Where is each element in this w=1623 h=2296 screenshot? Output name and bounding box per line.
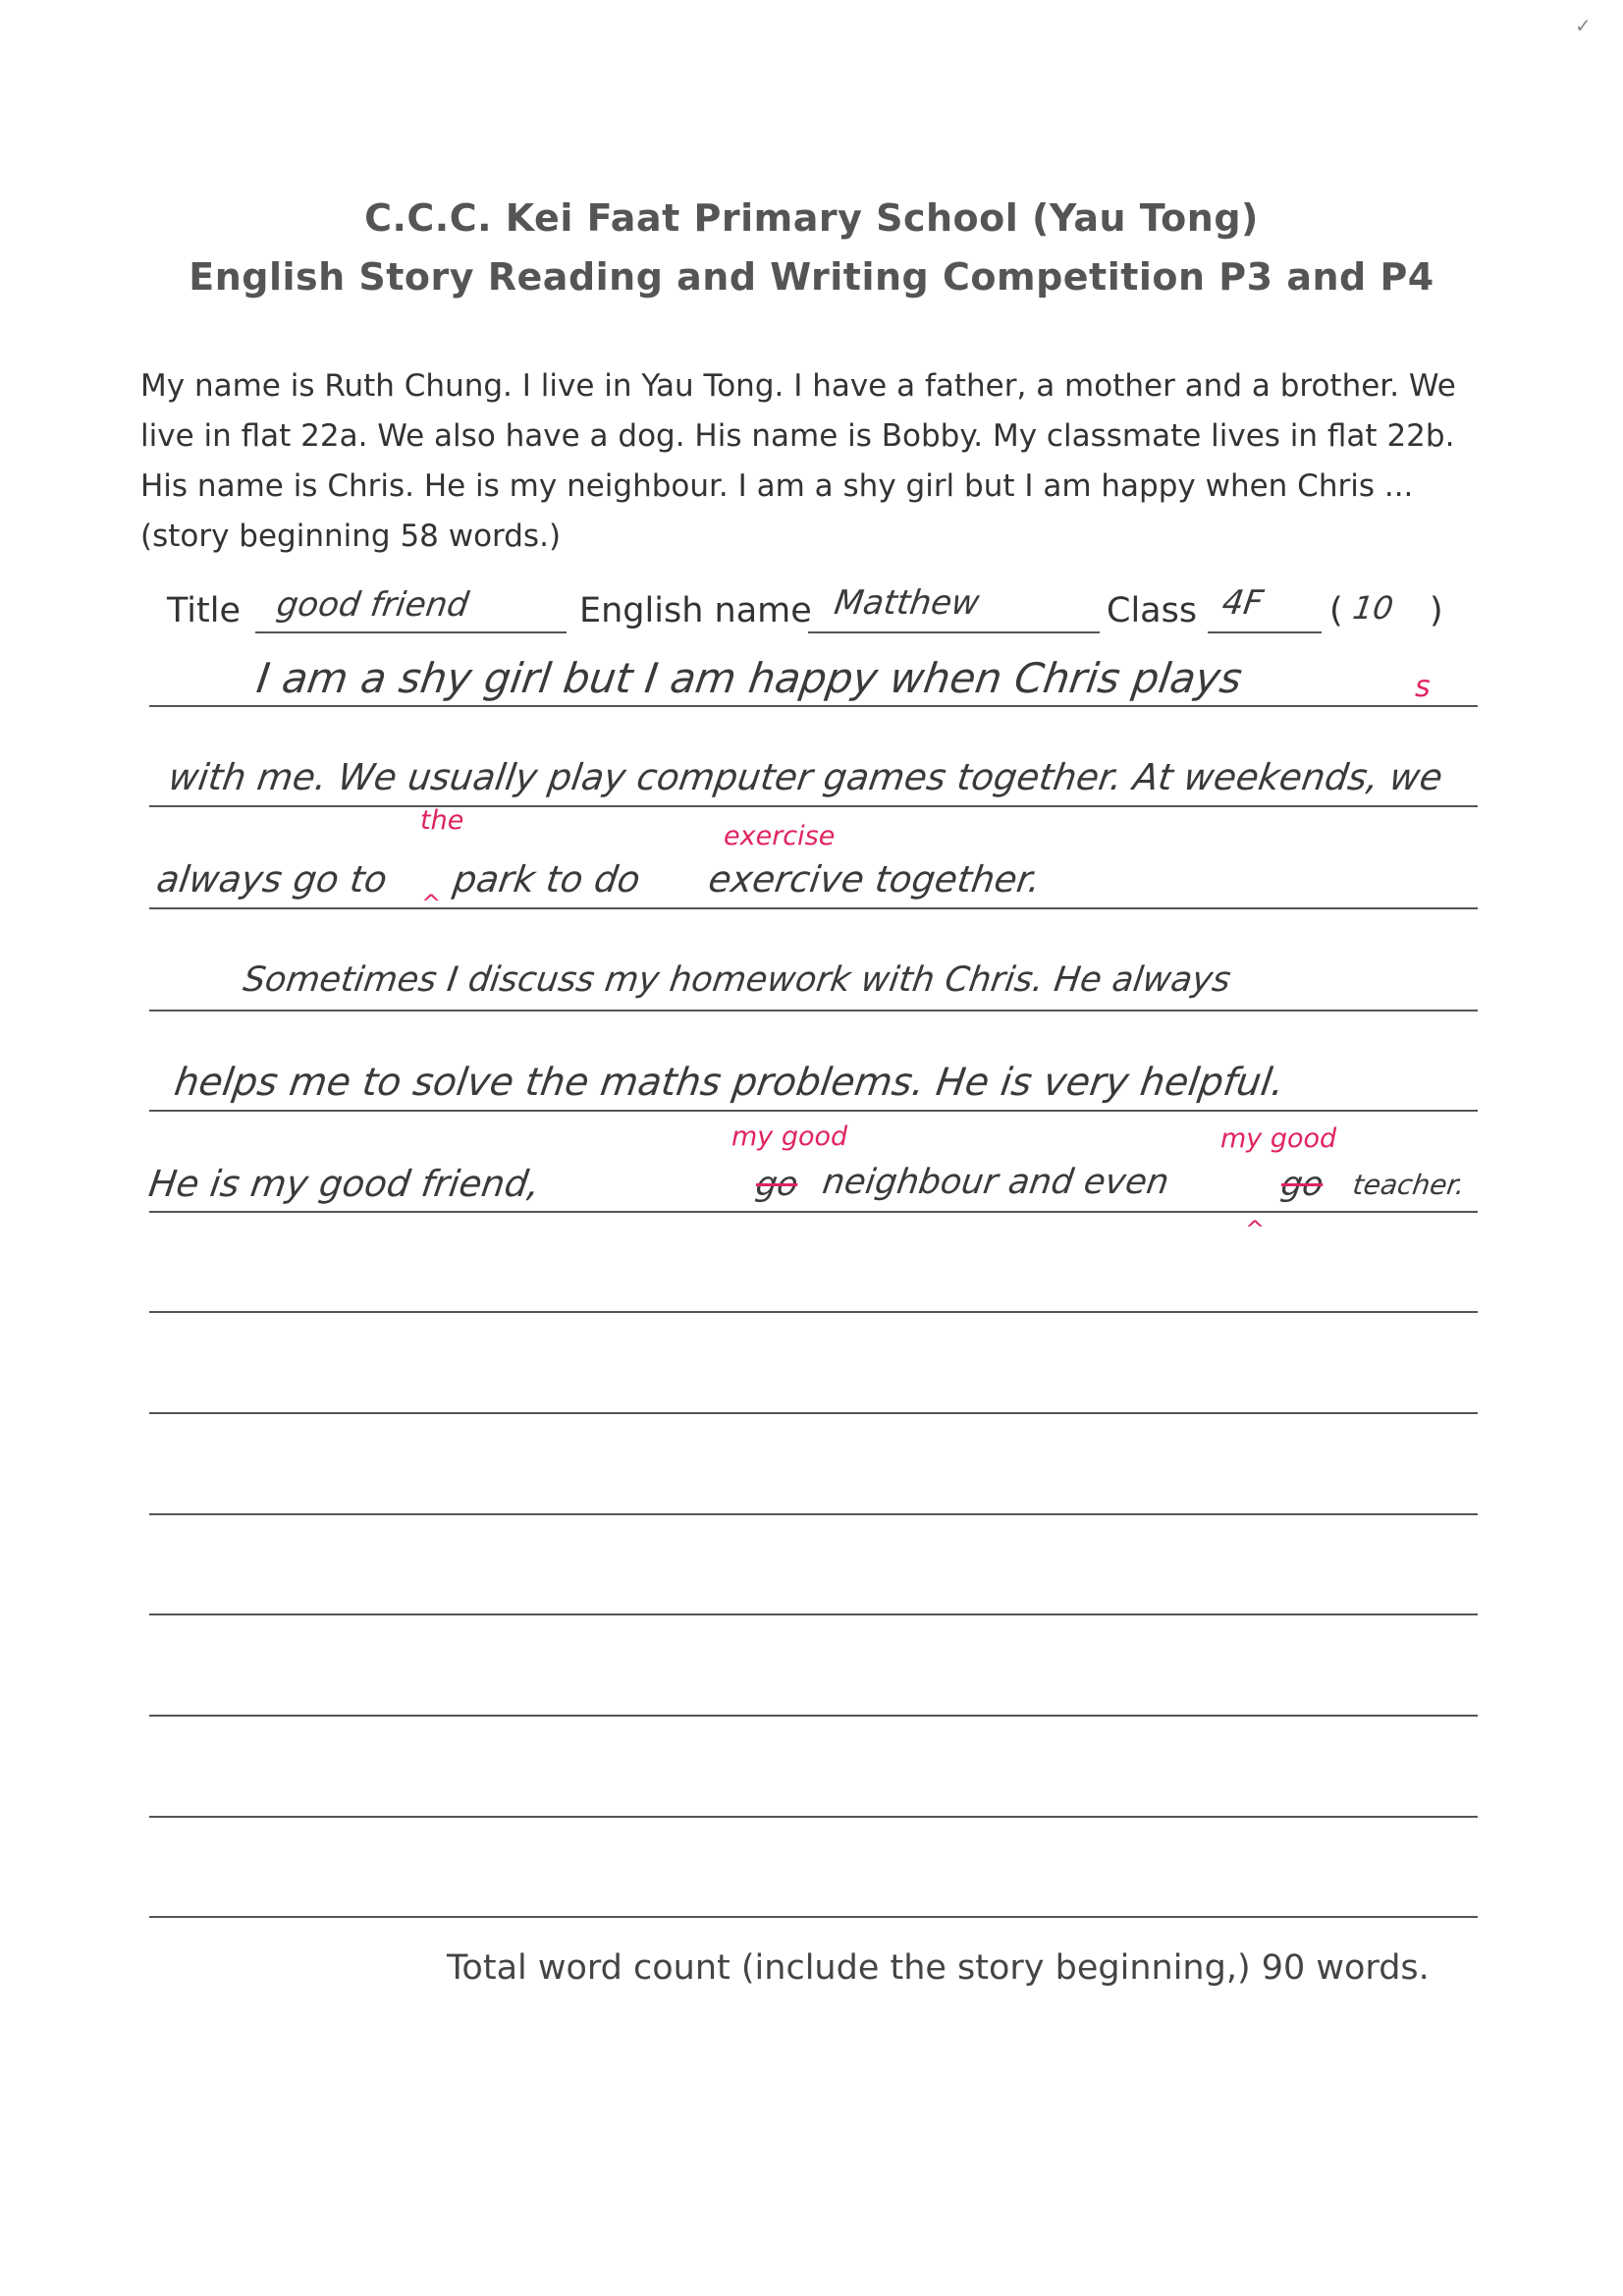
class-value: 4F xyxy=(1219,583,1267,623)
writing-line xyxy=(149,1916,1478,1918)
handwriting-line-1: I am a shy girl but I am happy when Chris plays xyxy=(253,654,1246,702)
writing-line xyxy=(149,1613,1478,1615)
corner-tick-mark: ✓ xyxy=(1575,14,1592,37)
competition-title: English Story Reading and Writing Competition P3 and P4 xyxy=(189,255,1434,299)
title-label: Title xyxy=(167,591,242,630)
handwriting-line-2: with me. We usually play computer games together. At weekends, we xyxy=(165,756,1445,798)
writing-line xyxy=(149,1715,1478,1717)
handwriting-line-4: Sometimes I discuss my homework with Chris. He always xyxy=(241,960,1233,1000)
handwriting-line-3a: always go to xyxy=(153,858,390,901)
writing-line xyxy=(149,805,1478,807)
correction-exercise: exercise xyxy=(724,821,836,851)
writing-line xyxy=(149,1110,1478,1112)
writing-line xyxy=(149,1816,1478,1818)
word-count: Total word count (include the story beginning,) 90 words. xyxy=(447,1948,1430,1988)
correction-caret-my-good: ^ xyxy=(1245,1216,1266,1243)
title-underline xyxy=(255,631,567,633)
correction-the: the xyxy=(420,805,464,836)
handwriting-line-6e: teacher. xyxy=(1350,1169,1467,1201)
writing-line xyxy=(149,1211,1478,1213)
english-name-value: Matthew xyxy=(832,583,982,623)
school-name: C.C.C. Kei Faat Primary School (Yau Tong) xyxy=(364,196,1259,240)
writing-line xyxy=(149,1311,1478,1313)
score-open: ( xyxy=(1329,591,1343,630)
writing-line xyxy=(149,1412,1478,1414)
handwriting-line-3b: park to do xyxy=(450,858,643,901)
class-underline xyxy=(1208,631,1322,633)
handwriting-line-3c: exercive together. xyxy=(705,858,1044,901)
score-close: ) xyxy=(1430,591,1443,630)
title-value: good friend xyxy=(274,585,471,625)
correction-my-good-1: my good xyxy=(731,1121,848,1152)
writing-line xyxy=(149,907,1478,909)
correction-my-good-2: my good xyxy=(1220,1123,1337,1154)
correction-caret-the: ^ xyxy=(421,890,442,917)
handwriting-line-5: helps me to solve the maths problems. He is very helpful. xyxy=(171,1061,1287,1105)
handwriting-line-6b-struck: go xyxy=(753,1165,801,1204)
writing-line xyxy=(149,1010,1478,1011)
story-beginning: My name is Ruth Chung. I live in Yau Tong. I have a father, a mother and a brother. We live in flat 22a. We also have a dog. His name is Bobby. My classmate lives in flat 22b. His name is Chris. He is my neighbour. I am a shy girl but I am happy when Chris ... (story beginning 58 words.) xyxy=(140,368,1456,554)
handwriting-line-6d-struck: go xyxy=(1278,1165,1326,1204)
correction-plural-s: s xyxy=(1415,670,1431,704)
writing-line xyxy=(149,1513,1478,1515)
handwriting-line-6c: neighbour and even xyxy=(820,1163,1171,1202)
score-value: 10 xyxy=(1350,589,1396,627)
handwriting-line-6a: He is my good friend, xyxy=(145,1163,543,1205)
class-label: Class xyxy=(1107,591,1198,630)
writing-line xyxy=(149,705,1478,707)
name-underline xyxy=(808,631,1100,633)
english-name-label: English name xyxy=(579,591,812,630)
